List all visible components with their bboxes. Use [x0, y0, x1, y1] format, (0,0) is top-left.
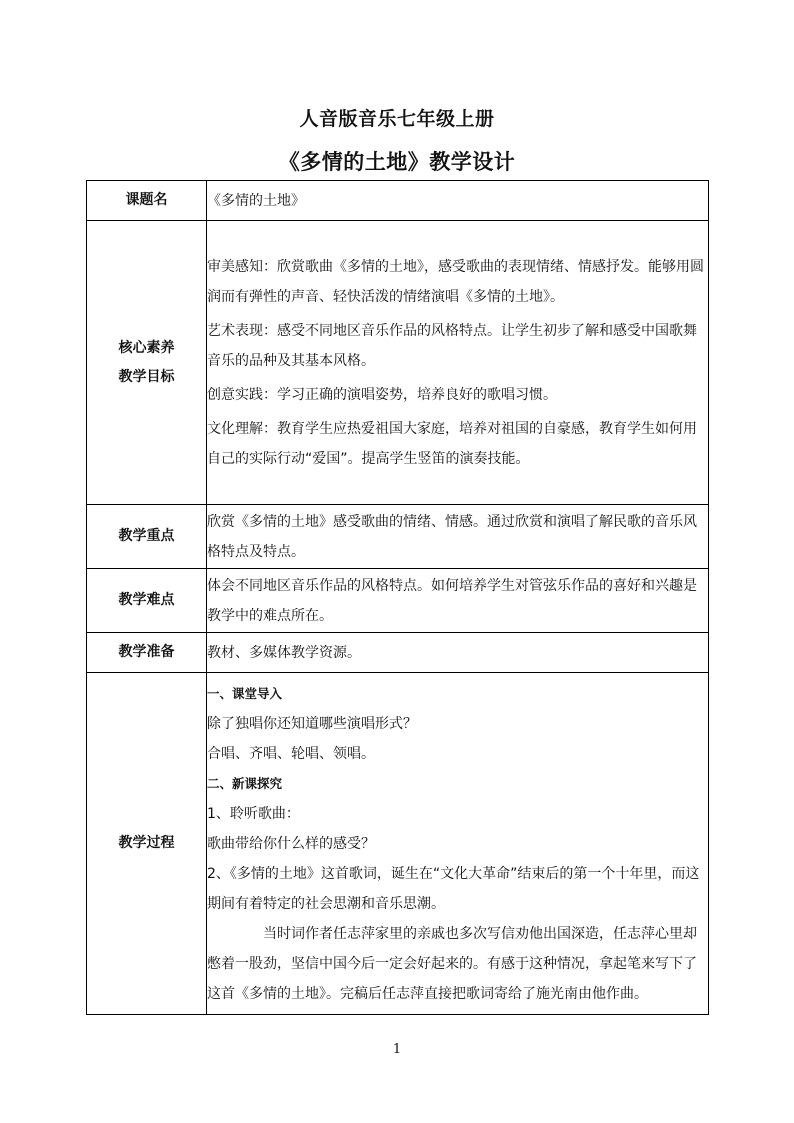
- topic-label: 课题名: [87, 181, 207, 221]
- key-points-label: 教学重点: [87, 505, 207, 569]
- table-row: [87, 221, 709, 505]
- process-heading-explore: 二、新课探究: [207, 775, 283, 791]
- difficulties-value: 体会不同地区音乐作品的风格特点。如何培养学生对管弦乐作品的喜好和兴趣是教学中的难点所在。: [207, 569, 709, 633]
- objective-aesthetic: 审美感知：欣赏歌曲《多情的土地》，感受歌曲的表现情绪、情感抒发。能够用圆润而有弹性的声音、轻快活泼的情绪演唱《多情的土地》。: [207, 258, 704, 305]
- lesson-plan-table: [86, 180, 709, 1015]
- process-line: 当时词作者任志萍家里的亲戚也多次写信劝他出国深造，任志萍心里却憋着一股劲，坚信中国今后一定会好起来的。有感于这种情况，拿起笔来写下了这首《多情的土地》。完稿后任志萍直接把歌词寄给了施光南由他作曲。: [207, 925, 697, 1002]
- objectives-label-line2: 教学目标: [118, 368, 175, 385]
- process-line: 1、聆听歌曲：: [207, 805, 300, 822]
- table-row: [87, 569, 709, 633]
- difficulties-label: 教学难点: [87, 569, 207, 633]
- table-row: [87, 181, 709, 221]
- page-number: 1: [392, 1042, 402, 1057]
- process-label: 教学过程: [87, 673, 207, 1015]
- key-points-value: 欣赏《多情的土地》感受歌曲的情绪、情感。通过欣赏和演唱了解民歌的音乐风格特点及特点。: [207, 505, 709, 569]
- objectives-label: [87, 221, 207, 505]
- objective-creativity: 创意实践：学习正确的演唱姿势，培养良好的歌唱习惯。: [207, 386, 557, 403]
- objectives-label-line1: 核心素养: [118, 339, 175, 356]
- objectives-value: [207, 221, 709, 505]
- preparation-label: 教学准备: [87, 633, 207, 673]
- topic-value: 《多情的土地》: [207, 181, 709, 221]
- process-line: 歌曲带给你什么样的感受？: [207, 835, 375, 852]
- process-line: 合唱、齐唱、轮唱、领唱。: [207, 745, 375, 762]
- table-row: [87, 633, 709, 673]
- process-heading-intro: 一、课堂导入: [207, 685, 283, 701]
- document-title: 人音版音乐七年级上册: [299, 108, 495, 130]
- process-line: 除了独唱你还知道哪些演唱形式？: [207, 715, 417, 732]
- objective-expression: 艺术表现：感受不同地区音乐作品的风格特点。让学生初步了解和感受中国歌舞音乐的品种及其基本风格。: [207, 322, 697, 369]
- document-subtitle: 《多情的土地》教学设计: [278, 150, 516, 174]
- process-value: [207, 673, 709, 1015]
- preparation-value: 教材、多媒体教学资源。: [207, 633, 709, 673]
- table-row: [87, 505, 709, 569]
- process-line: 2、《多情的土地》这首歌词，诞生在“文化大革命”结束后的第一个十年里，而这期间有着特定的社会思潮和音乐思潮。: [207, 865, 700, 912]
- table-row: [87, 673, 709, 1015]
- objective-culture: 文化理解：教育学生应热爱祖国大家庭，培养对祖国的自豪感，教育学生如何用自己的实际行动“爱国”。提高学生竖笛的演奏技能。: [207, 420, 697, 467]
